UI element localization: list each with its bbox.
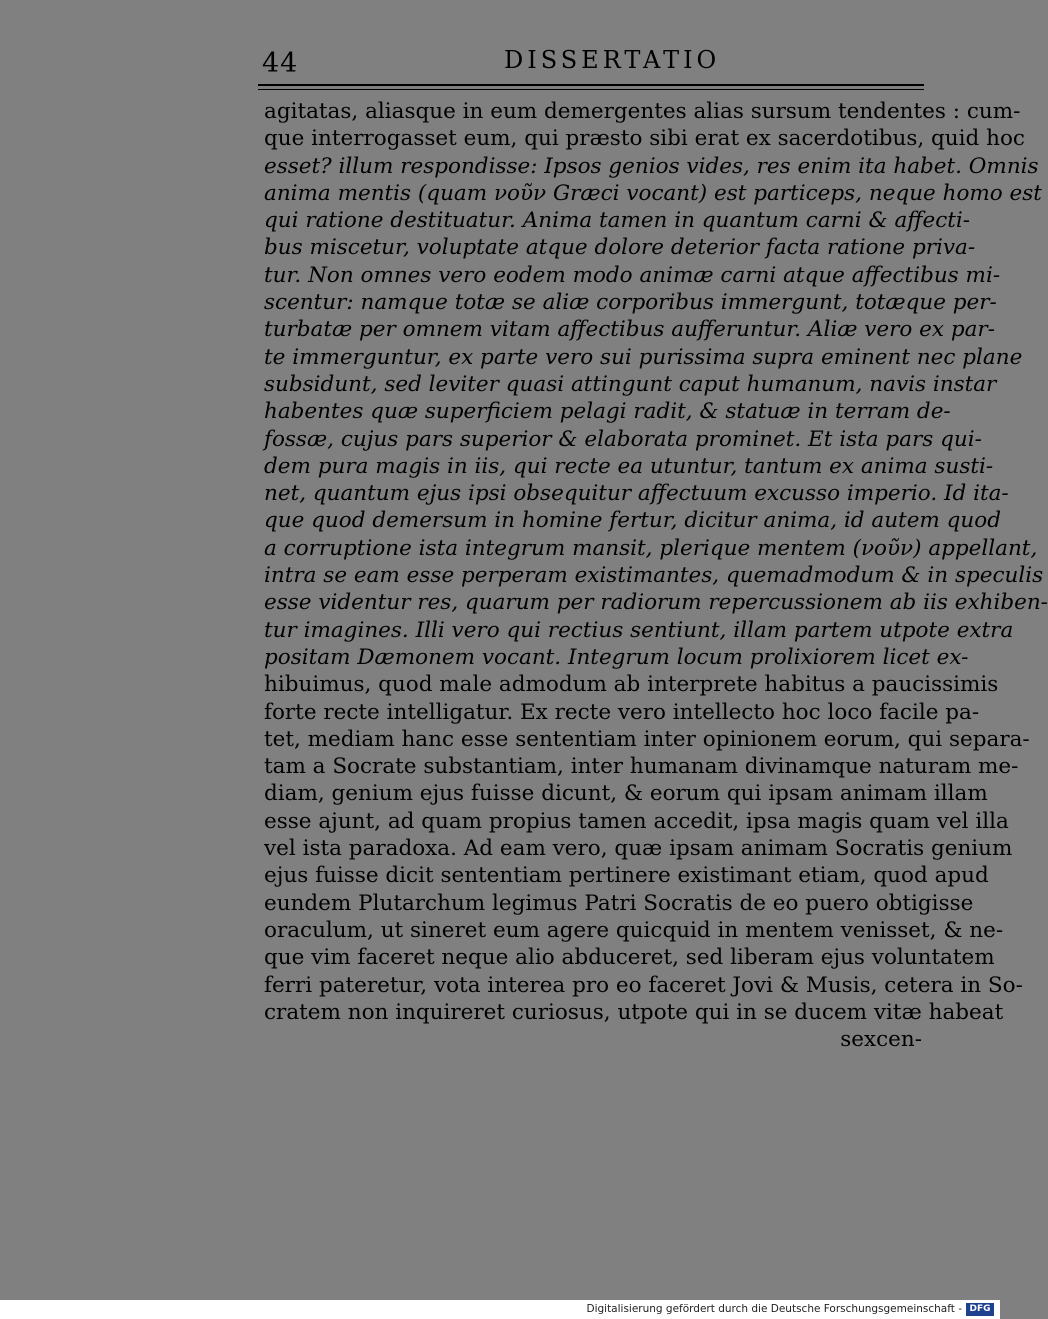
text-line: que quod demersum in homine fertur, dicitur anima, id autem quod [264, 508, 1001, 534]
text-line: agitatas, aliasque in eum demergentes alias sursum tendentes : cum- [264, 99, 1021, 124]
text-line: ejus fuisse dicit sententiam pertinere existimant etiam, quod apud [264, 863, 989, 889]
text-line: scentur: namque totæ se aliæ corporibus immergunt, totæque per- [264, 290, 997, 316]
text-line: diam, genium ejus fuisse dicunt, & eorum qui ipsam animam illam [264, 781, 988, 807]
text-line: fossæ, cujus pars superior & elaborata prominet. Et ista pars qui- [264, 426, 982, 452]
text-line: esse ajunt, ad quam propius tamen accedit, ipsa magis quam vel illa [264, 808, 1009, 834]
text-line: oraculum, ut sineret eum agere quicquid in mentem venisset, & ne- [264, 917, 1004, 943]
text-line: tur. Non omnes vero eodem modo animæ carni atque affectibus mi- [264, 262, 1001, 288]
header-rule [258, 84, 924, 86]
text-line: dem pura magis in iis, qui recte ea utuntur, tantum ex anima susti- [264, 453, 994, 479]
text-line: que vim faceret neque alio abduceret, sed liberam ejus voluntatem [264, 945, 995, 971]
dfg-logo: DFG [966, 1303, 994, 1316]
page-number: 44 [262, 48, 299, 79]
text-line: sexcen- [840, 1027, 922, 1053]
text-line: esset? illum respondisse: Ipsos genios vides, res enim ita habet. Omnis [264, 153, 1039, 179]
text-line: vel ista paradoxa. Ad eam vero, quæ ipsam animam Socratis genium [264, 836, 1013, 862]
text-line: qui ratione destituatur. Anima tamen in quantum carni & affecti- [264, 208, 971, 234]
text-line: que interrogasset eum, qui præsto sibi erat ex sacerdotibus, quid hoc [264, 126, 1025, 152]
text-line: cratem non inquireret curiosus, utpote qui in se ducem vitæ habeat [264, 999, 1004, 1025]
text-line: tur imagines. Illi vero qui rectius sentiunt, illam partem utpote extra [264, 617, 1014, 643]
text-line: net, quantum ejus ipsi obsequitur affectuum excusso imperio. Id ita- [264, 481, 1009, 507]
text-line: turbatæ per omnem vitam affectibus aufferuntur. Aliæ vero ex par- [264, 317, 995, 343]
text-line: a corruptione ista integrum mansit, plerique mentem (νοῦν) appellant, [264, 535, 1038, 561]
text-line: hibuimus, quod male admodum ab interprete habitus a paucissimis [264, 672, 999, 698]
text-line: bus miscetur, voluptate atque dolore deterior facta ratione priva- [264, 235, 976, 261]
text-line: eundem Plutarchum legimus Patri Socratis de eo puero obtigisse [264, 890, 974, 916]
header-rule-thin [258, 89, 924, 90]
text-line: positam Dæmonem vocant. Integrum locum prolixiorem licet ex- [264, 644, 969, 670]
text-line: esse videntur res, quarum per radiorum repercussionem ab iis exhiben- [264, 590, 1048, 616]
text-line: te immerguntur, ex parte vero sui purissima supra eminent nec plane [264, 344, 1023, 370]
text-line: forte recte intelligatur. Ex recte vero intellecto hoc loco facile pa- [264, 699, 980, 725]
funding-notice: Digitalisierung gefördert durch die Deutsche Forschungsgemeinschaft - [586, 1303, 962, 1315]
text-line: tam a Socrate substantiam, inter humanam divinamque naturam me- [264, 754, 1019, 780]
text-line: intra se eam esse perperam existimantes, quemadmodum & in speculis [264, 563, 1044, 589]
footer-bar [0, 1300, 1000, 1319]
text-line: ferri pateretur, vota interea pro eo faceret Jovi & Musis, cetera in So- [264, 972, 1023, 998]
text-line: habentes quæ superficiem pelagi radit, & statuæ in terram de- [264, 399, 951, 425]
text-line: subsidunt, sed leviter quasi attingunt caput humanum, navis instar [264, 371, 997, 397]
running-head: DISSERTATIO [504, 46, 721, 74]
text-line: anima mentis (quam νοῦν Græci vocant) est particeps, neque homo est [264, 180, 1042, 206]
body-text [264, 98, 1048, 1053]
text-line: tet, mediam hanc esse sententiam inter opinionem eorum, qui separa- [264, 726, 1030, 752]
